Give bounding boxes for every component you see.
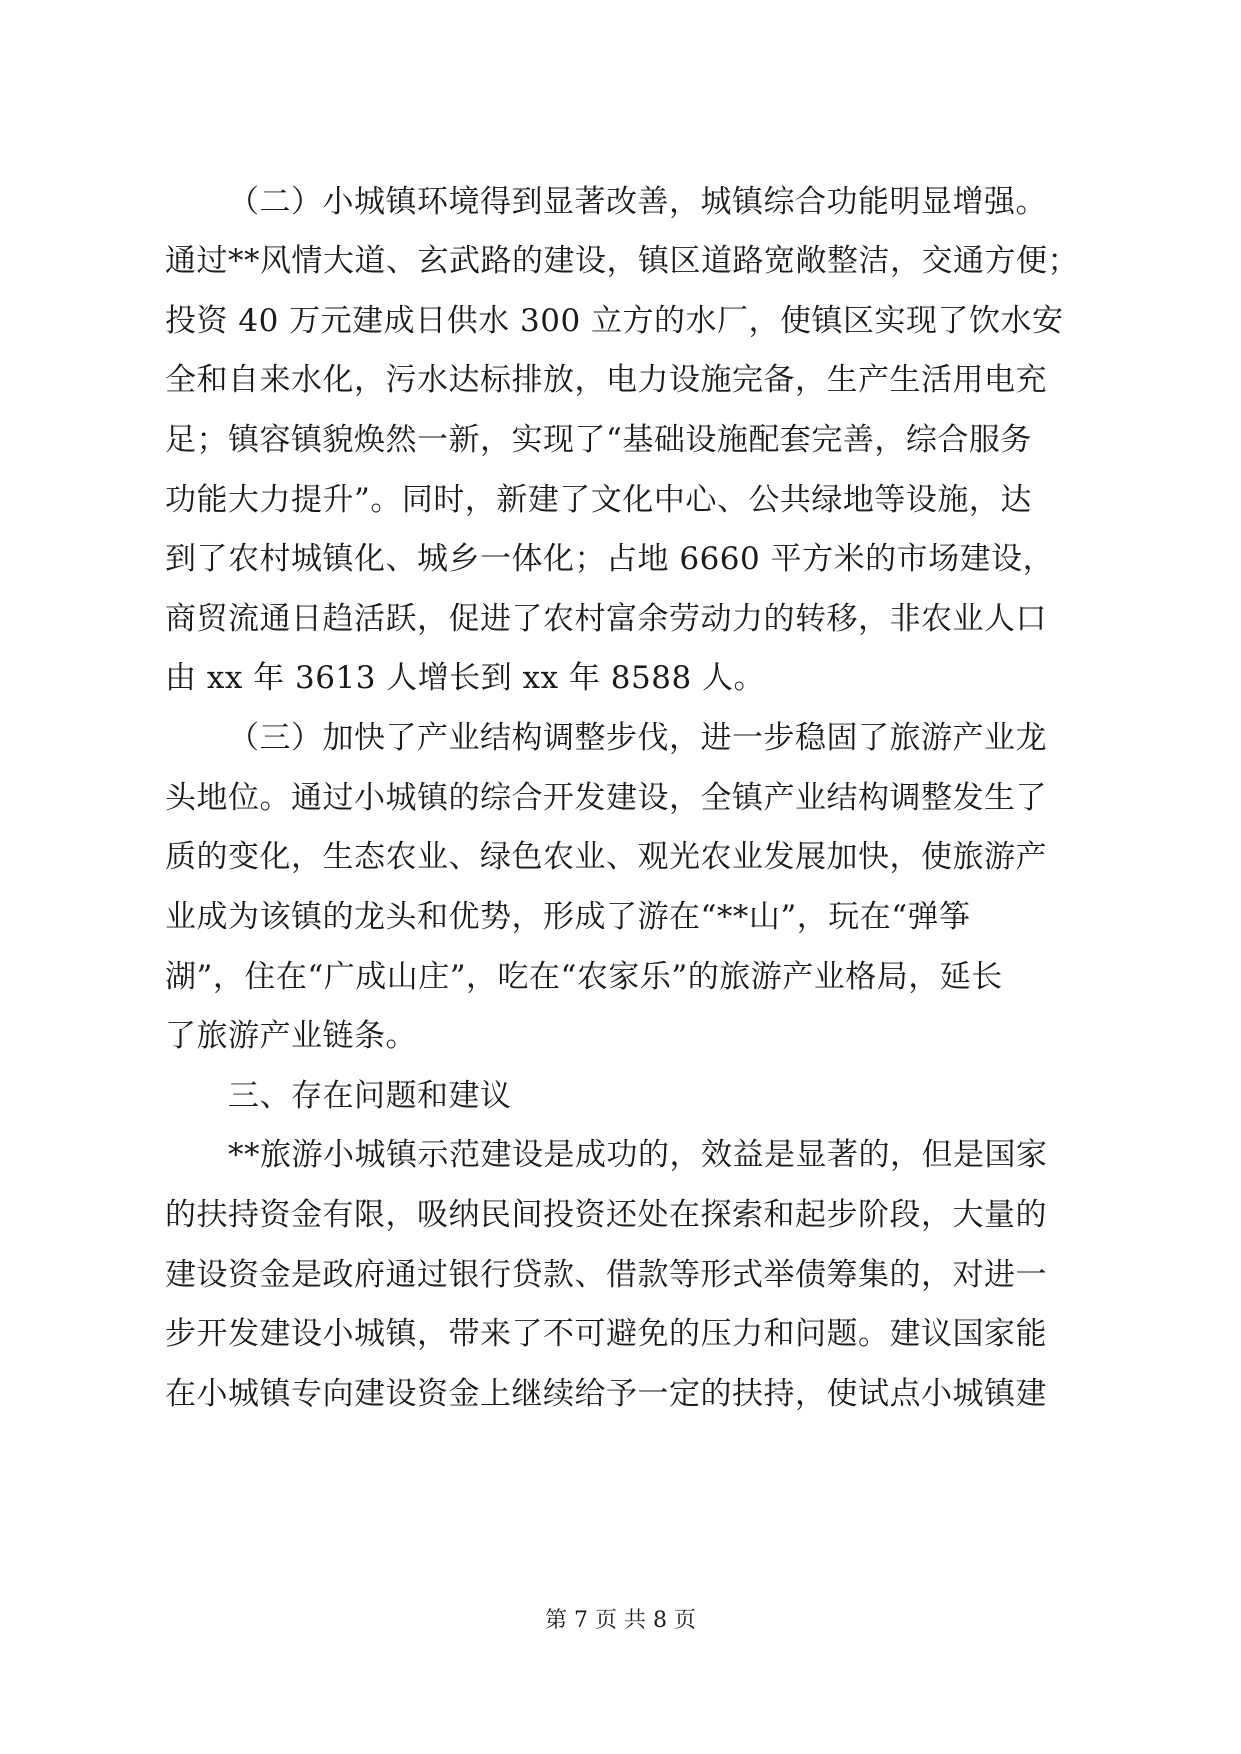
paragraph-line: 的扶持资金有限，吸纳民间投资还处在探索和起步阶段，大量的 (165, 1197, 1047, 1233)
paragraph-line: 商贸流通日趋活跃，促进了农村富余劳动力的转移，非农业人口 (165, 601, 1047, 637)
section-heading-text: 三、存在问题和建议 (228, 1078, 512, 1114)
paragraph-line: 通过**风情大道、玄武路的建设，镇区道路宽敞整洁，交通方便； (165, 243, 1079, 279)
paragraph-line: 足；镇容镇貌焕然一新，实现了“基础设施配套完善，综合服务 (165, 422, 1032, 458)
paragraph-line: 由 xx 年 3613 人增长到 xx 年 8588 人。 (165, 660, 766, 696)
paragraph-line: 业成为该镇的龙头和优势，形成了游在“**山”，玩在“弹筝 (165, 899, 971, 935)
paragraph-line: 投资 40 万元建成日供水 300 立方的水厂，使镇区实现了饮水安 (165, 303, 1064, 339)
paragraph-line: 了旅游产业链条。 (165, 1018, 417, 1054)
paragraph-line: （三）加快了产业结构调整步伐，进一步稳固了旅游产业龙 (228, 720, 1047, 756)
paragraph-line: 建设资金是政府通过银行贷款、借款等形式举债筹集的，对进一 (165, 1257, 1047, 1293)
page-number-footer: 第 7 页 共 8 页 (545, 1608, 696, 1633)
paragraph-line: 步开发建设小城镇，带来了不可避免的压力和问题。建议国家能 (165, 1316, 1047, 1352)
paragraph-line: 全和自来水化，污水达标排放，电力设施完备，生产生活用电充 (165, 362, 1047, 398)
paragraph-line: 湖”，住在“广成山庄”，吃在“农家乐”的旅游产业格局，延长 (165, 959, 1003, 995)
paragraph-line: 头地位。通过小城镇的综合开发建设，全镇产业结构调整发生了 (165, 780, 1047, 816)
paragraph-line: 到了农村城镇化、城乡一体化；占地 6660 平方米的市场建设， (165, 541, 1055, 577)
paragraph-line: 功能大力提升”。同时，新建了文化中心、公共绿地等设施，达 (165, 482, 1032, 518)
paragraph-line: 质的变化，生态农业、绿色农业、观光农业发展加快，使旅游产 (165, 839, 1047, 875)
paragraph-line: 在小城镇专向建设资金上继续给予一定的扶持，使试点小城镇建 (165, 1376, 1047, 1412)
paragraph-line: **旅游小城镇示范建设是成功的，效益是显著的，但是国家 (228, 1137, 1048, 1173)
paragraph-line: （二）小城镇环境得到显著改善，城镇综合功能明显增强。 (228, 184, 1047, 220)
